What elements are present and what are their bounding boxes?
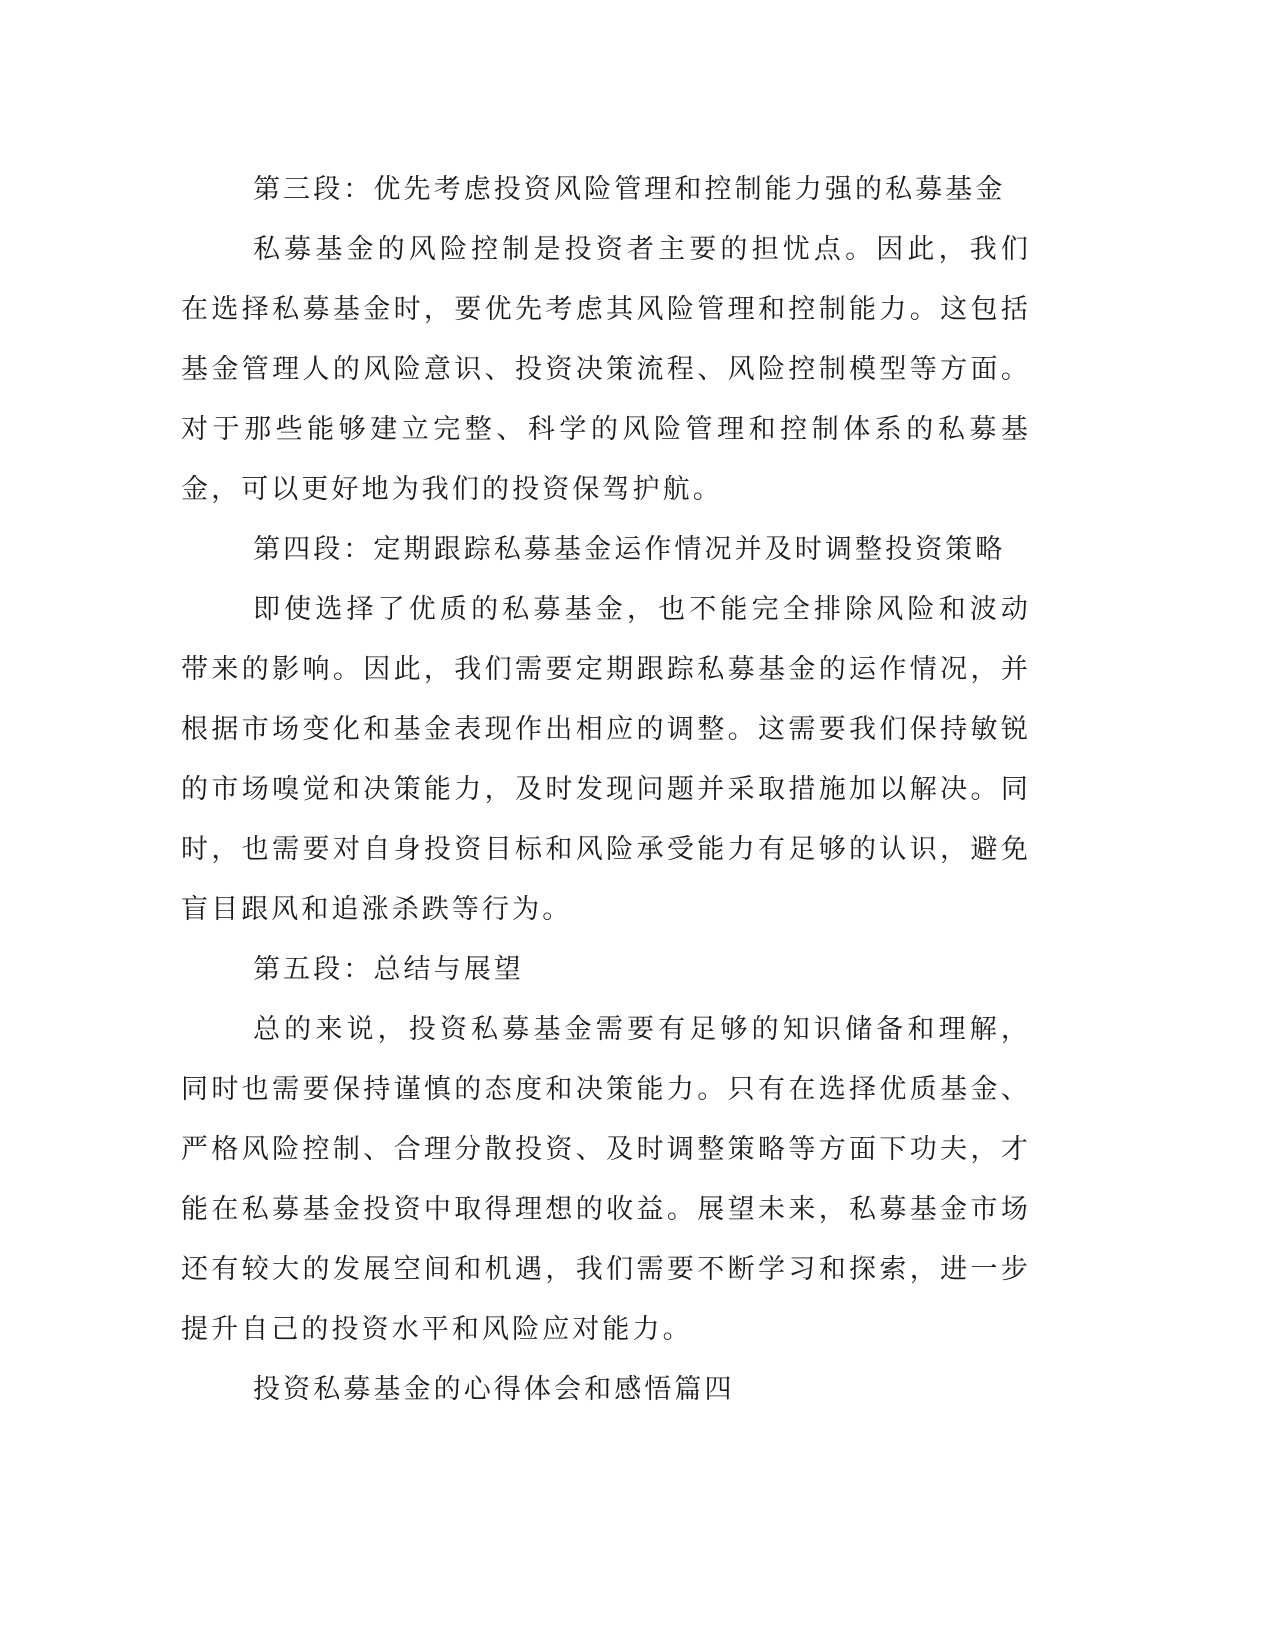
- section-4-heading: 第四段：定期跟踪私募基金运作情况并及时调整投资策略: [253, 534, 1006, 565]
- section-3-heading: 第三段：优先考虑投资风险管理和控制能力强的私募基金: [253, 174, 1006, 205]
- section-5-paragraph: 总的来说，投资私募基金需要有足够的知识储备和理解，同时也需要保持谨慎的态度和决策能力。只有在选择优质基金、严格风险控制、合理分散投资、及时调整策略等方面下功夫，才能在私募基金投资中取得理想的收益。展望未来，私募基金市场还有较大的发展空间和机遇，我们需要不断学习和探索，进一步提升自己的投资水平和风险应对能力。: [181, 1014, 1031, 1345]
- section-4-paragraph: 即使选择了优质的私募基金，也不能完全排除风险和波动带来的影响。因此，我们需要定期跟踪私募基金的运作情况，并根据市场变化和基金表现作出相应的调整。这需要我们保持敏锐的市场嗅觉和决策能力，及时发现问题并采取措施加以解决。同时，也需要对自身投资目标和风险承受能力有足够的认识，避免盲目跟风和追涨杀跌等行为。: [181, 594, 1031, 925]
- next-article-title: 投资私募基金的心得体会和感悟篇四: [253, 1374, 735, 1405]
- section-5-heading: 第五段：总结与展望: [253, 954, 524, 985]
- document-body: [181, 160, 1031, 1420]
- section-3-paragraph: 私募基金的风险控制是投资者主要的担忧点。因此，我们在选择私募基金时，要优先考虑其风险管理和控制能力。这包括基金管理人的风险意识、投资决策流程、风险控制模型等方面。对于那些能够建立完整、科学的风险管理和控制体系的私募基金，可以更好地为我们的投资保驾护航。: [181, 234, 1031, 505]
